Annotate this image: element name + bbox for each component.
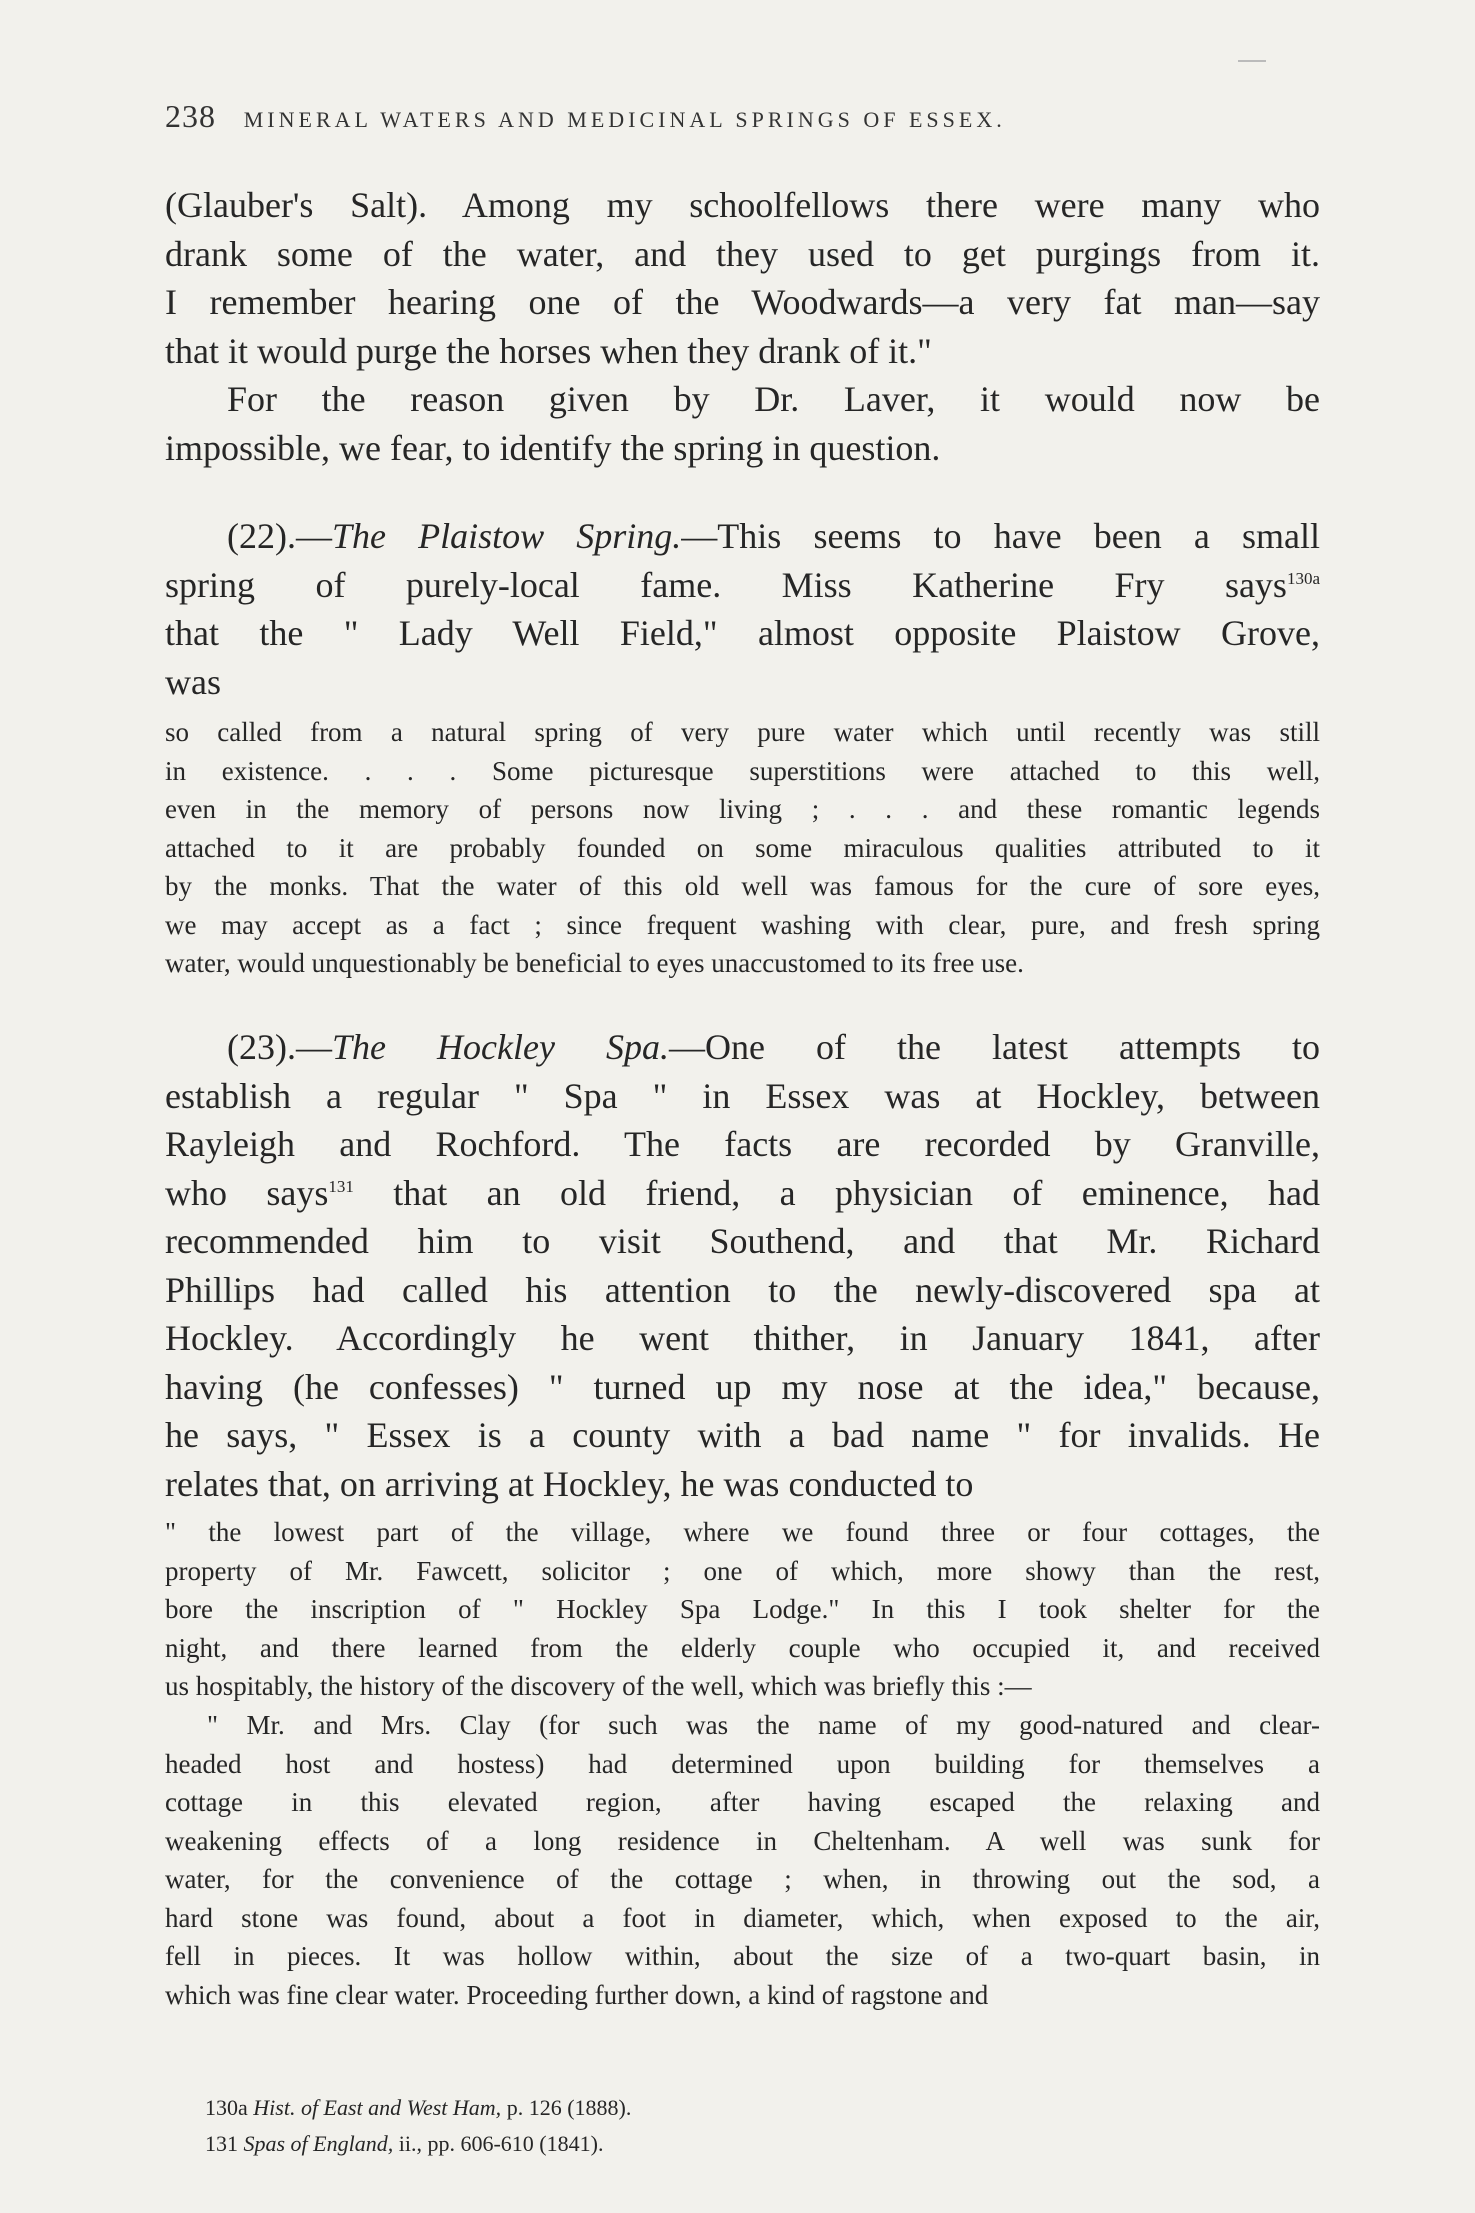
text-line: relates that, on arriving at Hockley, he was conducted to: [165, 1463, 974, 1504]
quote-line: so called from a natural spring of very pure water which until recently was still: [165, 717, 1320, 747]
quote-line: " Mr. and Mrs. Clay (for such was the name of my good-natured and clear-: [207, 1710, 1320, 1740]
text-line: For the reason given by Dr. Laver, it would now be: [227, 379, 1320, 419]
quote-line: water, would unquestionably be beneficial to eyes unaccustomed to its free use.: [165, 948, 1024, 978]
quote-line: night, and there learned from the elderly couple who occupied it, and received: [165, 1632, 1320, 1663]
quote-line: attached to it are probably founded on some miraculous qualities attributed to it: [165, 832, 1320, 863]
section-hockley-spa: [165, 1023, 1320, 1508]
running-header: [165, 98, 1320, 135]
footnote-mark: 131: [205, 2131, 238, 2156]
section-title: The Plaistow Spring.: [331, 516, 682, 556]
section-title: The Hockley Spa.: [331, 1027, 669, 1067]
footnote-ref: 131: [328, 1176, 354, 1196]
quote-line: fell in pieces. It was hollow within, about the size of a two-quart basin, in: [165, 1941, 1320, 1971]
footnote-title: Hist. of East and West Ham,: [253, 2095, 502, 2120]
quote-line: water, for the convenience of the cottage ; when, in throwing out the sod, a: [165, 1864, 1320, 1894]
text-fragment: that an old friend, a physician of eminence, had: [353, 1172, 1320, 1213]
text-line: [165, 561, 1320, 610]
quote-line: weakening effects of a long residence in Cheltenham. A well was sunk for: [165, 1825, 1320, 1856]
quote-line: which was fine clear water. Proceeding further down, a kind of ragstone and: [165, 1979, 989, 2010]
quote-line: headed host and hostess) had determined upon building for themselves a: [165, 1748, 1320, 1779]
footnote-mark: 130a: [205, 2095, 248, 2120]
quote-line: in existence. . . . Some picturesque superstitions were attached to this well,: [165, 755, 1320, 786]
paragraph-dr-laver: [165, 375, 1320, 472]
text-fragment: —One of the latest attempts to: [668, 1027, 1320, 1067]
text-line: [165, 1169, 1320, 1218]
section-heading-line: [165, 512, 1320, 561]
text-line: that the " Lady Well Field," almost opposite Plaistow Grove,: [165, 613, 1320, 653]
text-line: establish a regular " Spa " in Essex was at Hockley, between: [165, 1075, 1320, 1116]
text-line: that it would purge the horses when they drank of it.": [165, 330, 932, 371]
text-line: he says, " Essex is a county with a bad name " for invalids. He: [165, 1415, 1320, 1455]
section-number: (23).—: [227, 1027, 332, 1067]
text-fragment: spring of purely-local fame. Miss Katherine Fry says: [165, 564, 1287, 605]
text-line: drank some of the water, and they used to get purgings from it.: [165, 233, 1320, 274]
text-line: was: [165, 661, 221, 702]
footnote-text: p. 126 (1888).: [501, 2095, 632, 2120]
quote-line: cottage in this elevated region, after having escaped the relaxing and: [165, 1787, 1320, 1817]
quote-line: even in the memory of persons now living ; . . . and these romantic legends: [165, 794, 1320, 824]
quote-line: " the lowest part of the village, where we found three or four cottages, the: [165, 1517, 1320, 1547]
text-line: Hockley. Accordingly he went thither, in January 1841, after: [165, 1318, 1320, 1358]
block-quote-plaistow: [165, 713, 1320, 983]
text-line: (Glauber's Salt). Among my schoolfellows there were many who: [165, 185, 1320, 225]
page-number: 238: [165, 98, 216, 134]
quote-line: by the monks. That the water of this old well was famous for the cure of sore eyes,: [165, 871, 1320, 901]
quote-line: we may accept as a fact ; since frequent washing with clear, pure, and fresh spring: [165, 909, 1320, 940]
text-line: impossible, we fear, to identify the spring in question.: [165, 427, 941, 468]
block-quote-clay: [165, 1706, 1320, 2014]
text-fragment: —This seems to have been a small: [681, 516, 1320, 556]
text-fragment: who says: [165, 1172, 329, 1213]
text-line: Rayleigh and Rochford. The facts are recorded by Granville,: [165, 1124, 1320, 1164]
footnotes: [205, 2090, 1105, 2162]
quote-line: us hospitably, the history of the discovery of the well, which was briefly this :—: [165, 1671, 1032, 1701]
footnote-title: Spas of England,: [243, 2131, 394, 2156]
quote-line: hard stone was found, about a foot in diameter, which, when exposed to the air,: [165, 1902, 1320, 1933]
section-plaistow-spring: [165, 512, 1320, 706]
text-line: recommended him to visit Southend, and that Mr. Richard: [165, 1221, 1320, 1261]
block-quote-hockley: [165, 1513, 1320, 1706]
footnote-ref: 130a: [1286, 568, 1320, 588]
text-line: Phillips had called his attention to the newly-discovered spa at: [165, 1269, 1320, 1310]
page-mark: [1238, 60, 1266, 62]
running-title: MINERAL WATERS AND MEDICINAL SPRINGS OF ESSEX.: [243, 107, 1006, 132]
paragraph-glaubers-salt: [165, 181, 1320, 375]
section-number: (22).—: [227, 516, 332, 556]
quote-line: bore the inscription of " Hockley Spa Lodge." In this I took shelter for the: [165, 1594, 1320, 1624]
text-line: I remember hearing one of the Woodwards—a very fat man—say: [165, 282, 1320, 322]
footnote-130a: [205, 2090, 1105, 2126]
footnote-131: [205, 2126, 1105, 2162]
quote-line: property of Mr. Fawcett, solicitor ; one of which, more showy than the rest,: [165, 1555, 1320, 1586]
text-line: having (he confesses) " turned up my nose at the idea," because,: [165, 1366, 1320, 1407]
section-heading-line: [165, 1023, 1320, 1072]
footnote-text: ii., pp. 606-610 (1841).: [393, 2131, 604, 2156]
